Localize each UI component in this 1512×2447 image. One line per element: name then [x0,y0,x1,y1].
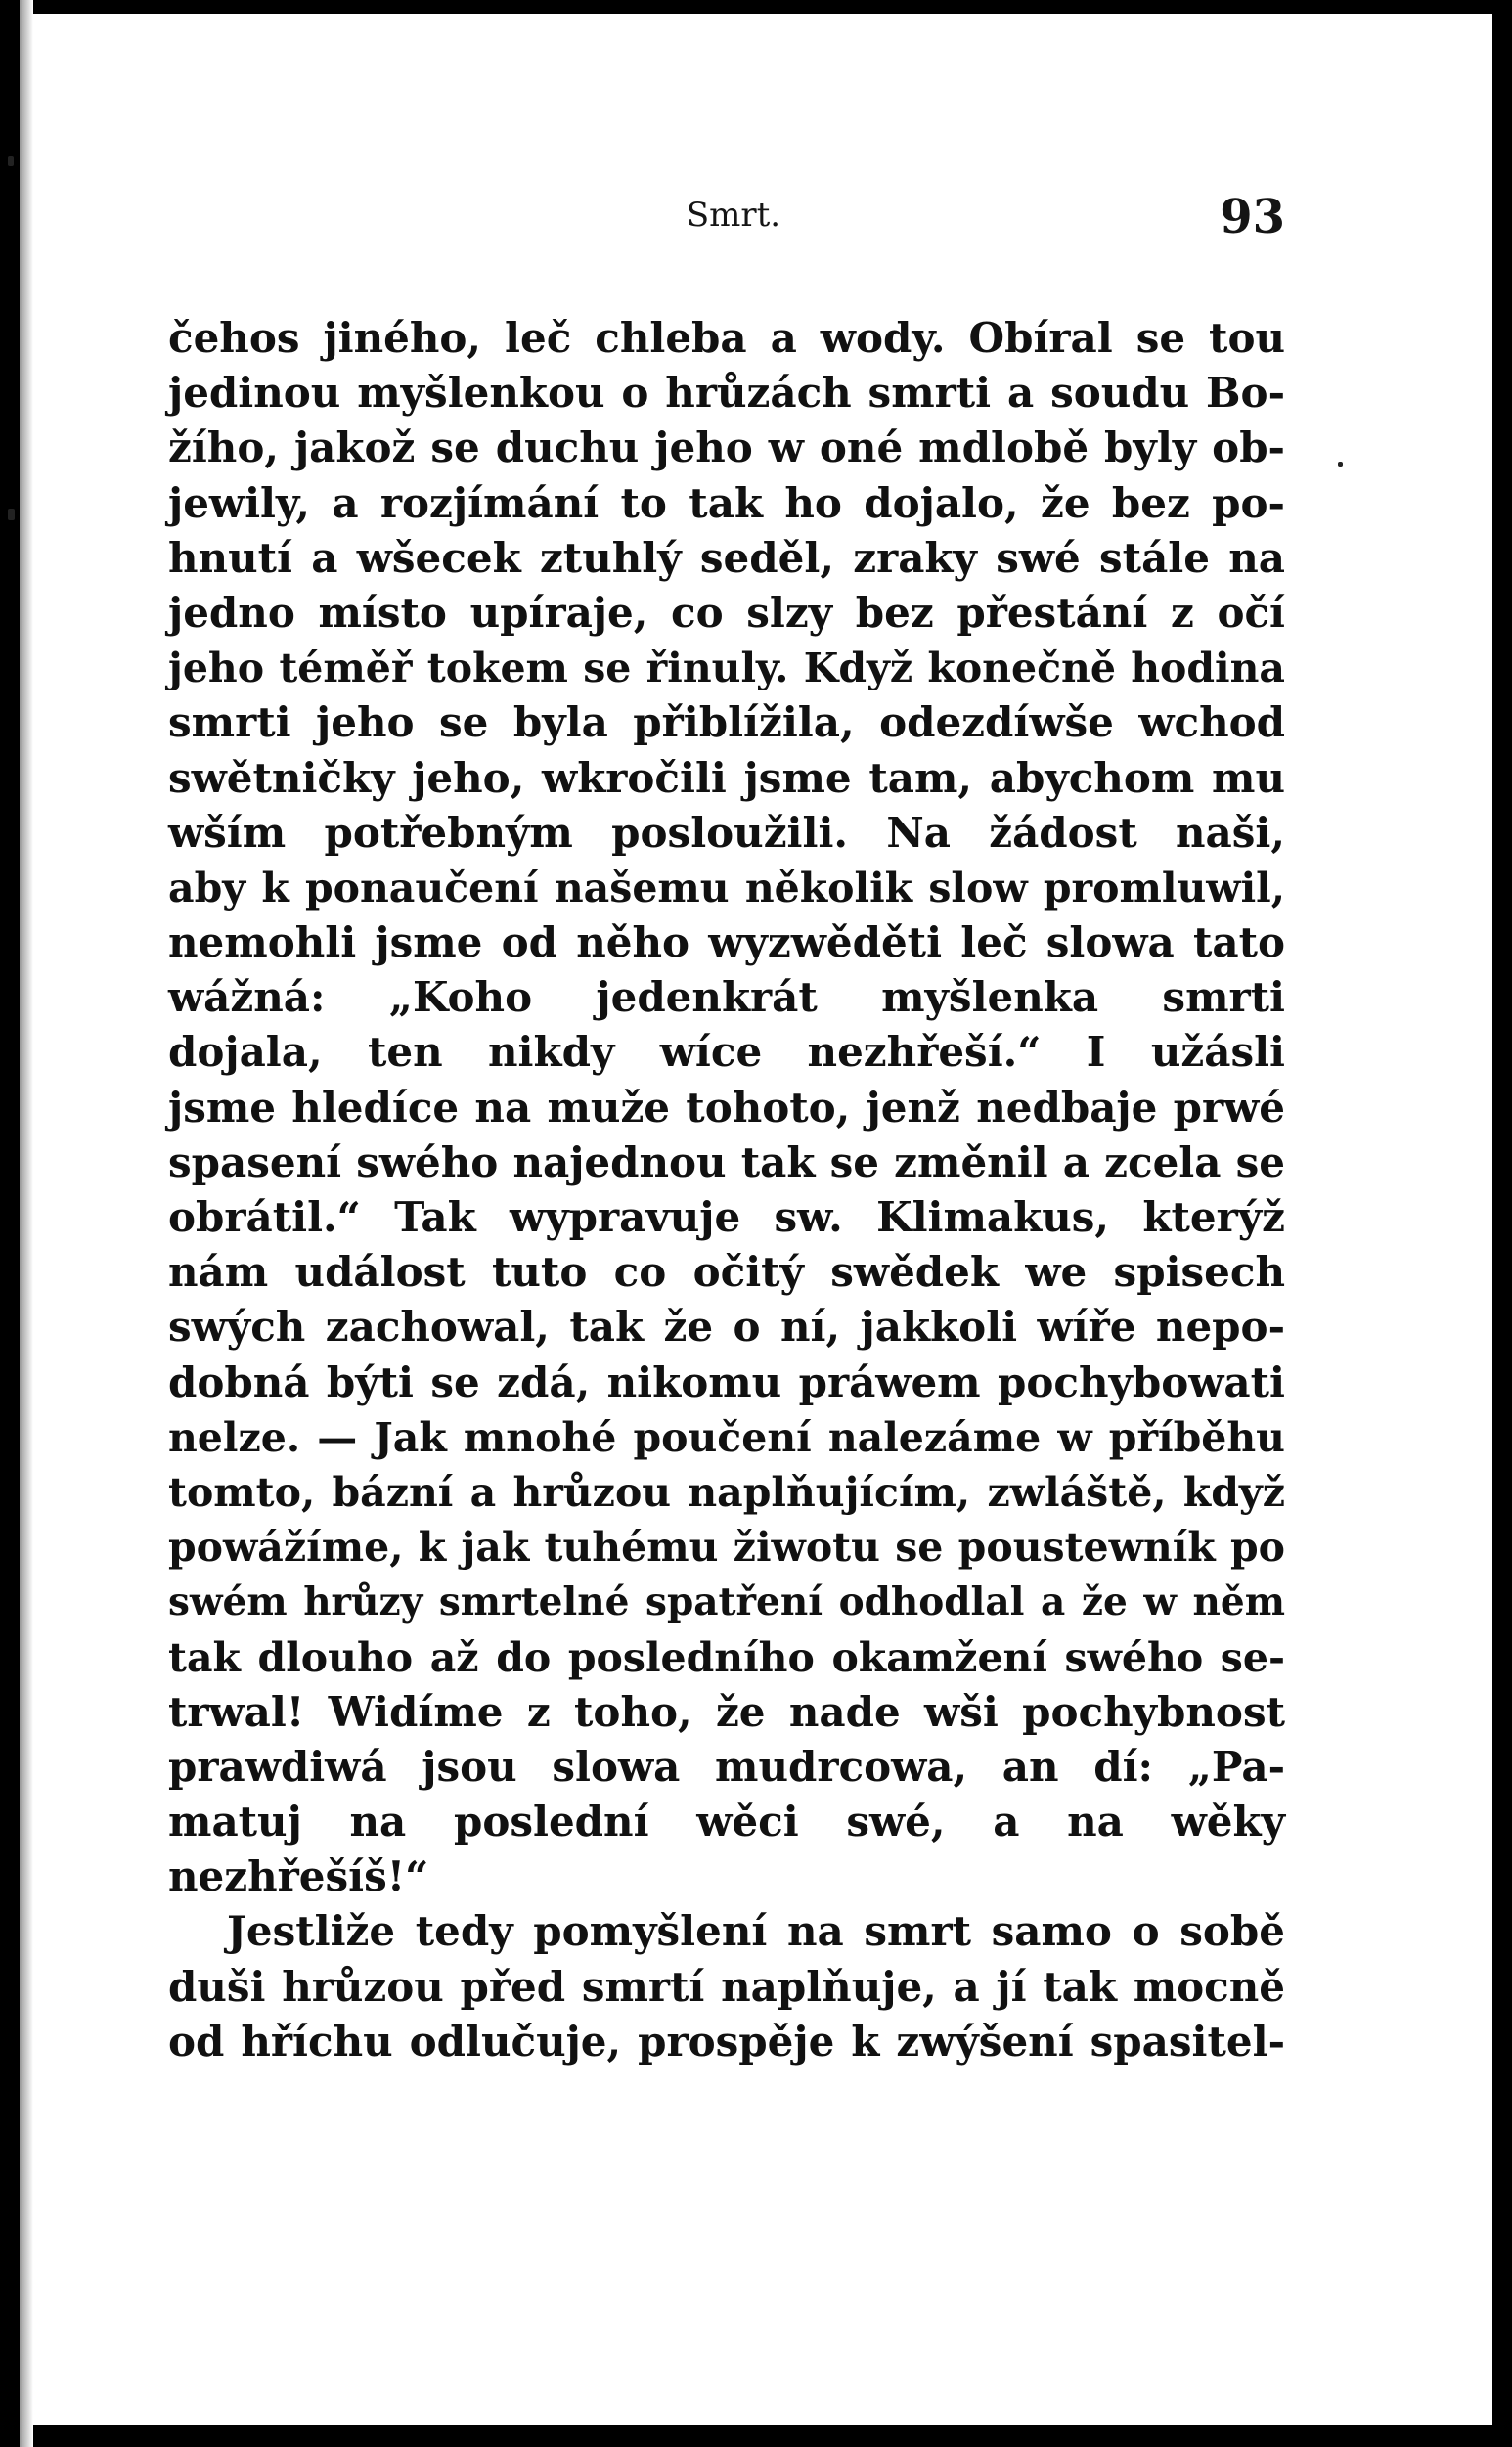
text-line: swých zachowal, tak že o ní, jakkoli wíře nepo- [168,1303,1285,1352]
text-line: duši hrůzou před smrtí naplňuje, a jí tak mocně [168,1962,1285,2011]
text-line: jewily, a rozjímání to tak ho dojalo, že bez po- [168,478,1285,527]
scan-border-top [0,0,1512,14]
text-line: jsme hledíce na muže tohoto, jenž nedbaje prwé [168,1083,1285,1132]
text-line: tomto, bázní a hrůzou naplňujícím, zwláště, když [168,1468,1285,1516]
text-line: od hříchu odlučuje, prospěje k zwýšení spasitel- [168,2017,1285,2066]
text-line: swém hrůzy smrtelné spatření odhodlal a že w něm [168,1579,1285,1625]
text-line: jeho téměř tokem se řinuly. Když konečně hodina [168,645,1285,692]
text-line: matuj na poslední wěci swé, a na wěky [168,1798,1285,1846]
text-line: swětničky jeho, wkročili jsme tam, abychom mu [168,753,1285,802]
text-line: prawdiwá jsou slowa mudrcowa, an dí: „Pa- [168,1742,1285,1791]
text-line: nelze. — Jak mnohé poučení nalezáme w příběhu [168,1413,1285,1461]
text-line: spasení swého najednou tak se změnil a zcela se [168,1137,1285,1186]
text-line: jedno místo upíraje, co slzy bez přestání z očí [168,588,1285,637]
text-line: trwal! Widíme z toho, že nade wši pochybnost [168,1687,1285,1736]
text-line: wážná: „Koho jedenkrát myšlenka smrti [168,973,1285,1022]
text-line: nemohli jsme od něho wyzwěděti leč slowa tato [168,918,1285,967]
text-line: wším potřebným posloužili. Na žádost naši, [168,808,1285,857]
text-line: žího, jakož se duchu jeho w oné mdlobě byly ob- [168,423,1285,472]
page-number: 93 [1220,190,1285,245]
text-line: powážíme, k jak tuhému žiwotu se poustewník po [168,1524,1285,1572]
scan-border-bottom [0,2425,1512,2447]
scan-speck [8,156,14,166]
page-gutter-shadow [20,0,33,2447]
text-line: aby k ponaučení našemu několik slow promluwil, [168,864,1285,912]
text-line: smrti jeho se byla přiblížila, odezdíwše wchod [168,698,1285,747]
paragraph-first-line: Jestliže tedy pomyšlení na smrt samo o sobě [227,1907,1285,1956]
text-line: čehos jiného, leč chleba a wody. Obíral se tou [168,314,1285,362]
text-line: tak dlouho až do posledního okamžení swého se- [168,1633,1285,1681]
running-title: Smrt. [686,196,781,235]
scan-border-left [0,0,20,2447]
scan-border-right [1492,0,1512,2447]
text-line: obrátil.“ Tak wypravuje sw. Klimakus, kterýž [168,1193,1285,1241]
running-head [0,190,1512,254]
scan-speck [1338,462,1343,467]
text-line: nezhřešíš!“ [168,1852,429,1901]
text-line: jedinou myšlenkou o hrůzách smrti a soudu Bo- [168,369,1285,418]
text-line: hnutí a wšecek ztuhlý seděl, zraky swé stále na [168,533,1285,582]
body-text [168,311,1285,2069]
scan-speck [8,509,15,520]
text-line: dojala, ten nikdy wíce nezhřeší.“ I užásli [168,1028,1285,1077]
text-line: nám událost tuto co očitý swědek we spisech [168,1248,1285,1297]
text-line: dobná býti se zdá, nikomu práwem pochybowati [168,1357,1285,1406]
